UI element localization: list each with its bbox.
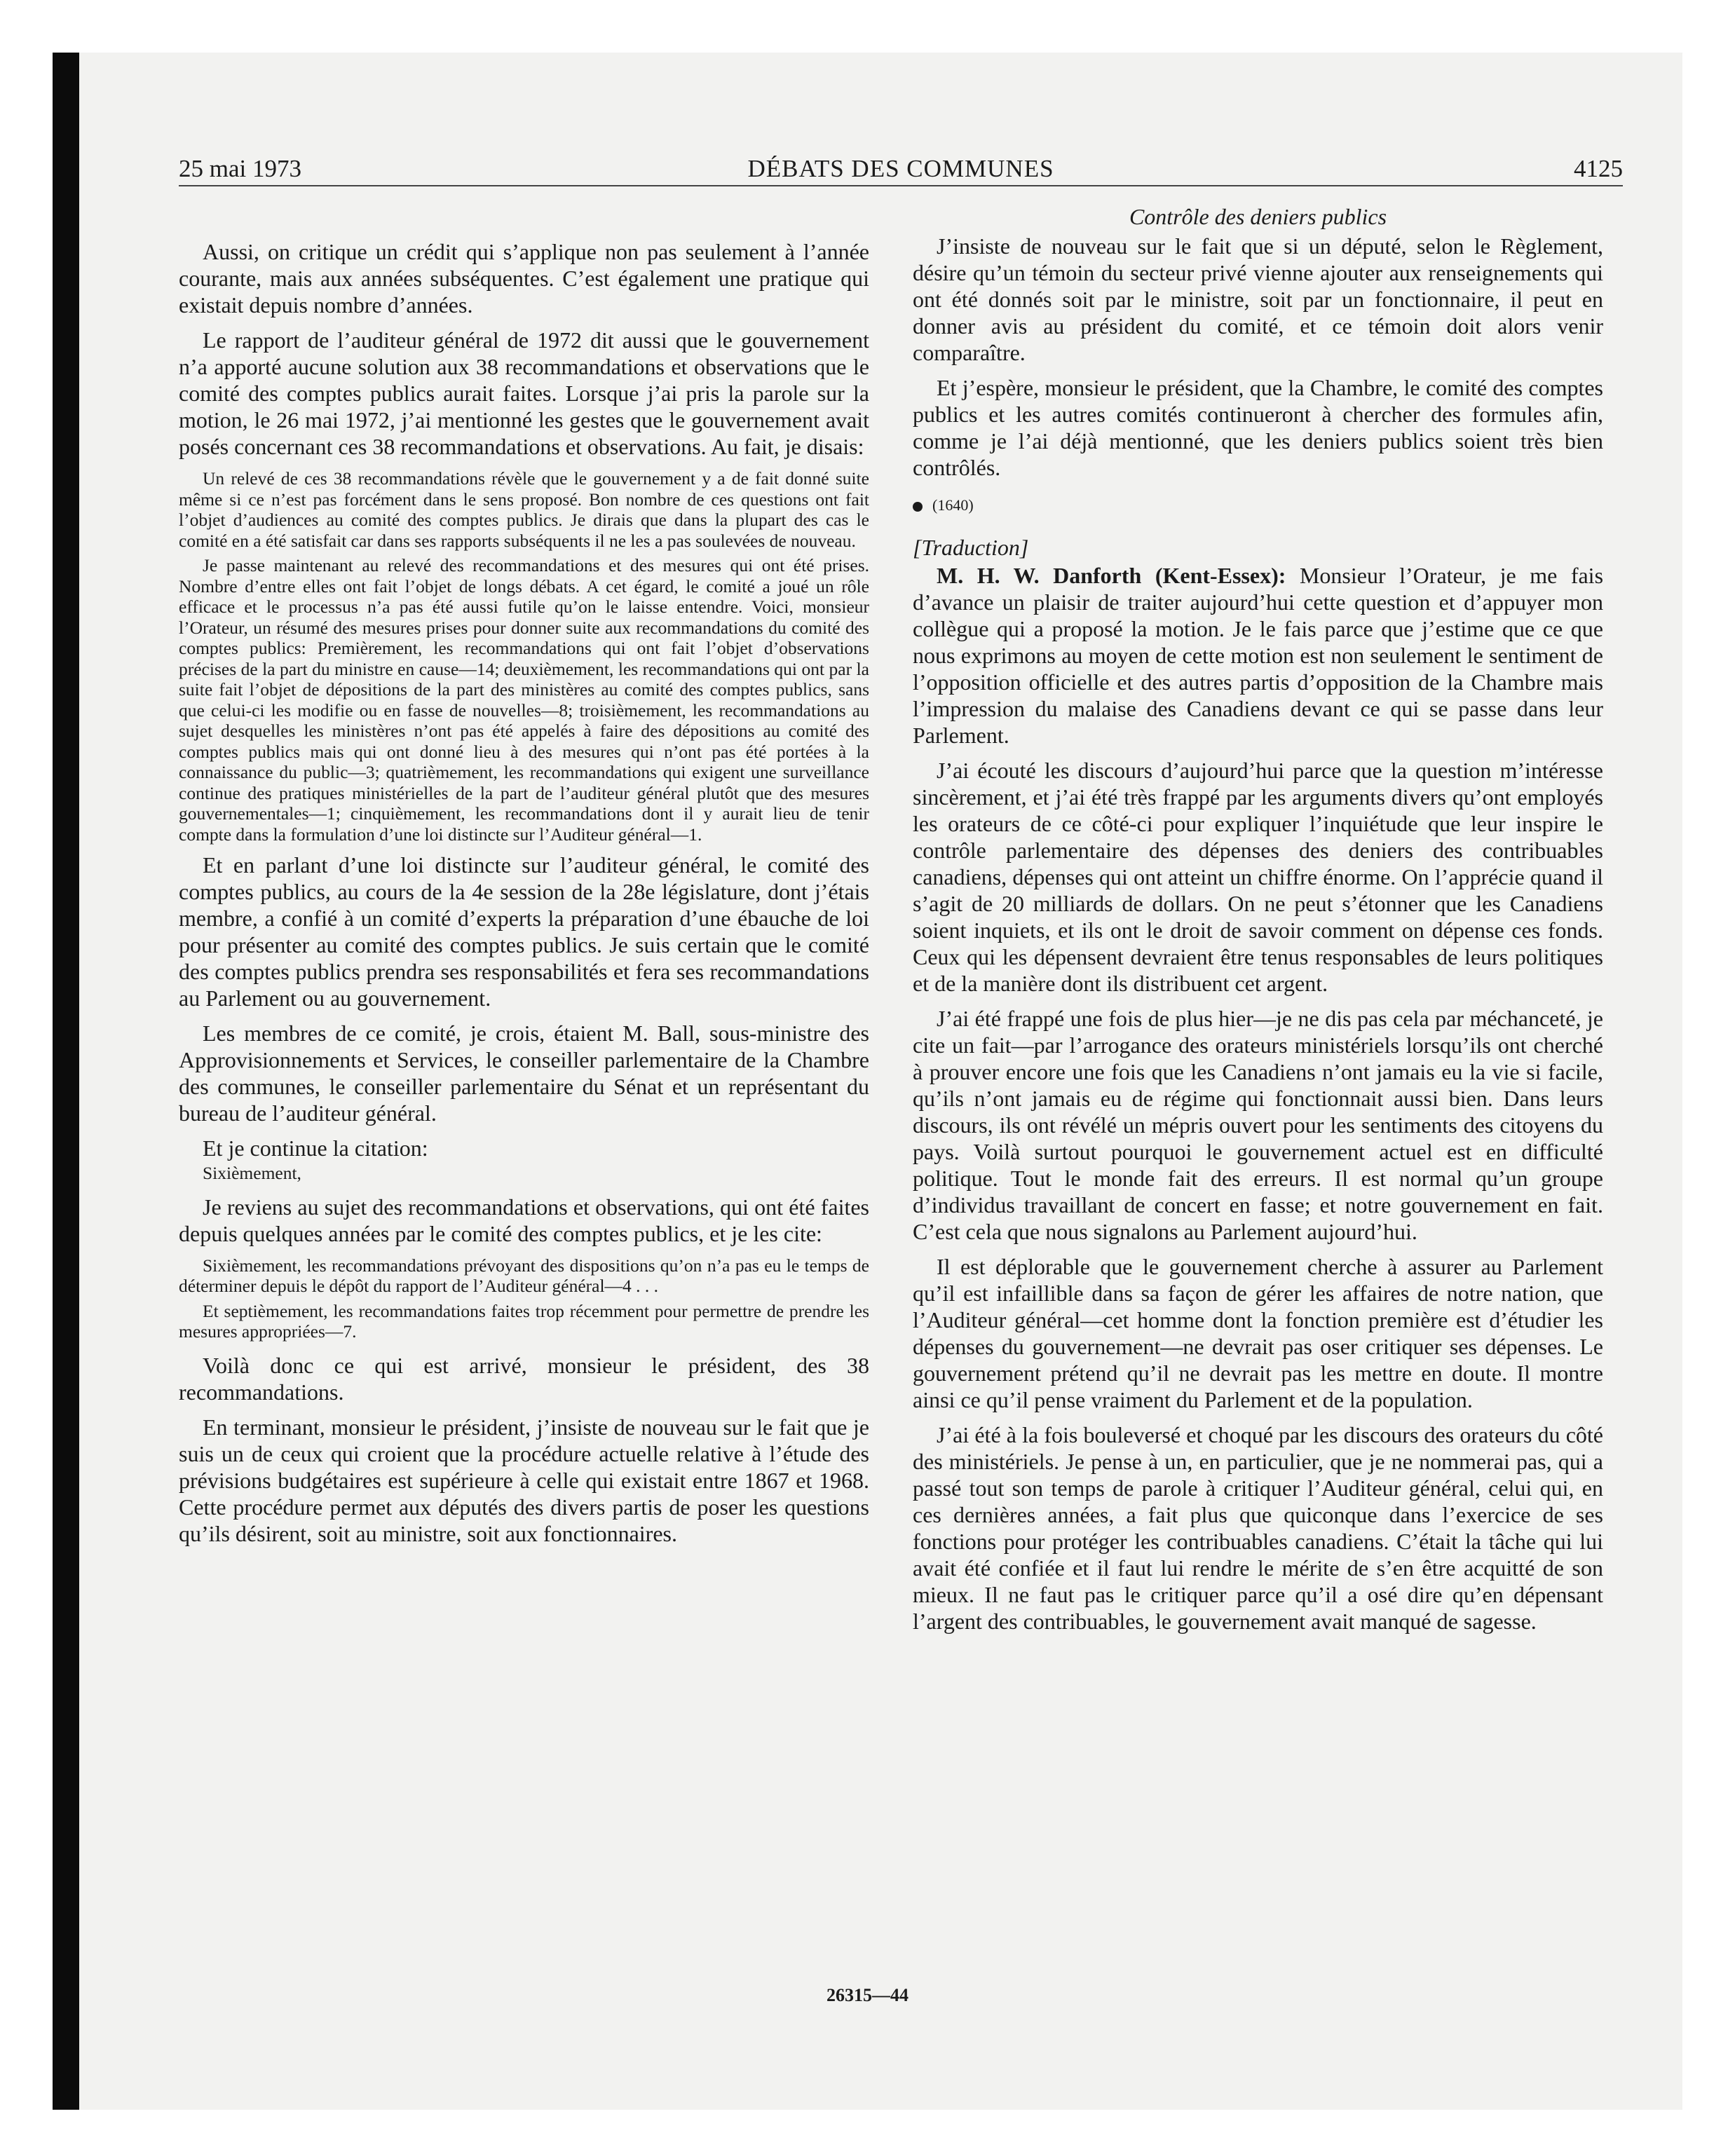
paragraph: J’ai été à la fois bouleversé et choqué par les discours des orateurs du côté des ministériels. Je pense à un, en particulier, que je ne nommerai pas, qui a passé tout son temps de parole à critiquer l’Auditeur général, celui qui, en ces dernières années, a fait plus que quiconque dans l’exercice de ses fonctions pour protéger les contribuables canadiens. C’était la tâche qui lui avait été confiée et il faut lui rendre le mérite de s’en être acquitté de son mieux. Il ne faut pas le critiquer parce qu’il a osé dire qu’en dépensant l’argent des contribuables, le gouvernement avait manqué de sagesse. (913, 1422, 1603, 1634)
paragraph: Aussi, on critique un crédit qui s’applique non pas seulement à l’année courante, mais aux années subséquentes. C’est également une pratique qui existait depuis nombre d’années. (179, 239, 869, 318)
right-column (913, 203, 1603, 1643)
paragraph: J’insiste de nouveau sur le fait que si un député, selon le Règlement, désire qu’un témoin du secteur privé vienne ajouter aux renseignements qui ont été donnés soit par le ministre, soit par un fonctionnaire, il peut en donner avis au président du comité, et ce témoin doit alors venir comparaître. (913, 233, 1603, 365)
time-marker (913, 495, 1603, 516)
block-quote: Sixièmement, les recommandations prévoyant des dispositions qu’on n’a pas eu le temps de déterminer depuis le dépôt du rapport de l’Auditeur général—4 . . . (179, 1255, 869, 1296)
block-quote: Un relevé de ces 38 recommandations révèle que le gouvernement y a de fait donné suite même si ce n’est pas forcément dans le sens proposé. Bon nombre de ces questions ont fait l’objet d’audiences au comité des comptes publics. Je dirais que dans la plupart des cas le comité en a été satisfait car dans ses rapports subséquents il ne les a pas soulevées de nouveau. (179, 468, 869, 551)
paragraph: Voilà donc ce qui est arrivé, monsieur le président, des 38 recommandations. (179, 1352, 869, 1405)
paragraph: J’ai écouté les discours d’aujourd’hui parce que la question m’intéresse sincèrement, et j’ai été très frappé par les arguments divers qu’ont employés les orateurs de ce côté-ci pour expliquer l’inquiétude que leur inspire le contrôle parlementaire des dépenses des deniers des contribuables canadiens, dépenses qui ont atteint un chiffre énorme. On l’apprécie quand il s’agit de 20 milliards de dollars. On ne peut s’étonner que les Canadiens soient inquiets, et ils ont le droit de savoir comment on dépense ces fonds. Ceux qui les dépensent devraient être tenus responsables de leurs politiques et de la manière dont ils distribuent cet argent. (913, 758, 1603, 996)
speaker-name: M. H. W. Danforth (Kent-Essex): (937, 563, 1286, 588)
header-date: 25 mai 1973 (179, 155, 301, 182)
paragraph: Il est déplorable que le gouvernement cherche à assurer au Parlement qu’il est infaillible dans sa façon de gérer les affaires de notre nation, que l’Auditeur général—cet homme dont la fonction première est d’étudier les dépenses du gouvernement—ne devrait pas oser critiquer ses dépenses. Le gouvernement prétend qu’il ne devrait pas les mettre en doute. Il montre ainsi ce qu’il pense vraiment du Parlement et de la population. (913, 1254, 1603, 1412)
paragraph: Et en parlant d’une loi distincte sur l’auditeur général, le comité des comptes publics, au cours de la 4e session de la 28e législature, dont j’étais membre, a confié à un comité d’experts la préparation d’une ébauche de loi pour présenter au comité des comptes publics. Je suis certain que le comité des comptes publics prendra ses responsabilités et fera ses recommandations au Parlement ou au gouvernement. (179, 852, 869, 1011)
paragraph: Et je continue la citation: (203, 1135, 428, 1161)
block-quote: Sixièmement, (203, 1163, 301, 1183)
translation-note: [Traduction] (913, 535, 1029, 560)
header-page-number: 4125 (1574, 155, 1623, 182)
left-column (179, 238, 869, 1555)
block-quote: Et septièmement, les recommandations faites trop récemment pour permettre de prendre les mesures appropriées—7. (179, 1300, 869, 1342)
binding-edge (53, 53, 79, 2110)
paragraph: J’ai été frappé une fois de plus hier—je ne dis pas cela par méchanceté, je cite un fait—par l’arrogance des orateurs ministériels lorsqu’ils ont cherché à prouver encore une fois que les Canadiens n’ont jamais eu la vie si facile, qu’ils n’ont jamais eu de régime qui fonctionnait aussi bien. Dans leurs discours, ils ont révélé un mépris ouvert pour les sentiments des citoyens du pays. Voilà surtout pourquoi le gouvernement actuel est en difficulté politique. Tout le monde fait des erreurs. Il est normal qu’un groupe d’individus travaillant de concert en fasse; et notre gouvernement en fait. C’est cela que nous signalons au Parlement aujourd’hui. (913, 1006, 1603, 1244)
block-quote: Je passe maintenant au relevé des recommandations et des mesures qui ont été prises. Nombre d’entre elles ont fait l’objet de longs débats. A cet égard, le comité a joué un rôle efficace et le processus n’a pas été aussi futile qu’on le laisse entendre. Voici, monsieur l’Orateur, un résumé des mesures prises pour donner suite aux recommandations du comité des comptes publics: Premièrement, les recommandations qui ont fait l’objet d’observations précises de la part du ministre en cause—14; deuxièmement, les recommandations qui ont par la suite fait l’objet de dépositions de la part des ministères au comité des comptes publics, sans que celui-ci les modifie ou en fasse de nouvelles—8; troisièmement, les recommandations au sujet desquelles les ministères n’ont pas été appelés à faire des dépositions au comité des comptes publics mais qui ont donné lieu à des mesures qui n’ont pas été portées à la connaissance du public—3; quatrièmement, les recommandations qui exigent une surveillance continue des pratiques ministérielles de la part de l’auditeur général plutôt que des mesures gouvernementales—1; cinquièmement, les recommandations dont il y aurait lieu de tenir compte dans la formulation d’une loi distincte sur l’Auditeur général—1. (179, 555, 869, 845)
paragraph: Je reviens au sujet des recommandations et observations, qui ont été faites depuis quelques années par le comité des comptes publics, et je les cite: (179, 1194, 869, 1246)
page-footer: 26315—44 (826, 1985, 909, 2005)
bullet-icon (913, 502, 923, 512)
time-marker-text: (1640) (932, 496, 974, 514)
paragraph: Les membres de ce comité, je crois, étaient M. Ball, sous-ministre des Approvisionnements et Services, le conseiller parlementaire de la Chambre des communes, le conseiller parlementaire du Sénat et un représentant du bureau de l’auditeur général. (179, 1021, 869, 1126)
header-title: DÉBATS DES COMMUNES (747, 155, 1054, 182)
page-header (179, 153, 1623, 186)
paragraph: En terminant, monsieur le président, j’insiste de nouveau sur le fait que je suis un de ceux qui croient que la procédure actuelle relative à l’étude des prévisions budgétaires est supérieure à celle qui existait entre 1867 et 1968. Cette procédure permet aux députés des divers partis de poser les questions qu’ils désirent, soit au ministre, soit aux fonctionnaires. (179, 1414, 869, 1546)
paragraph: Et j’espère, monsieur le président, que la Chambre, le comité des comptes publics et les autres comités continueront à chercher des formules afin, comme je l’ai déjà mentionné, que les deniers publics soient très bien contrôlés. (913, 375, 1603, 480)
paragraph: Le rapport de l’auditeur général de 1972 dit aussi que le gouvernement n’a apporté aucune solution aux 38 recommandations et observations que le comité des comptes publics aurait faites. Lorsque j’ai pris la parole sur la motion, le 26 mai 1972, j’ai mentionné les gestes que le gouvernement avait posés concernant ces 38 recommandations et observations. Au fait, je disais: (179, 327, 869, 459)
section-subheading: Contrôle des deniers publics (1129, 204, 1387, 229)
paragraph (913, 562, 1603, 749)
speech-text: Monsieur l’Orateur, je me fais d’avance un plaisir de traiter aujourd’hui cette question et d’appuyer mon collègue qui a proposé la motion. Je le fais parce que j’estime que ce que nous exprimons au moyen de cette motion est non seulement le sentiment de l’opposition officielle et des autres partis d’opposition de la Chambre mais l’impression du malaise des Canadiens devant ce qui se passe dans leur Parlement. (913, 563, 1604, 748)
